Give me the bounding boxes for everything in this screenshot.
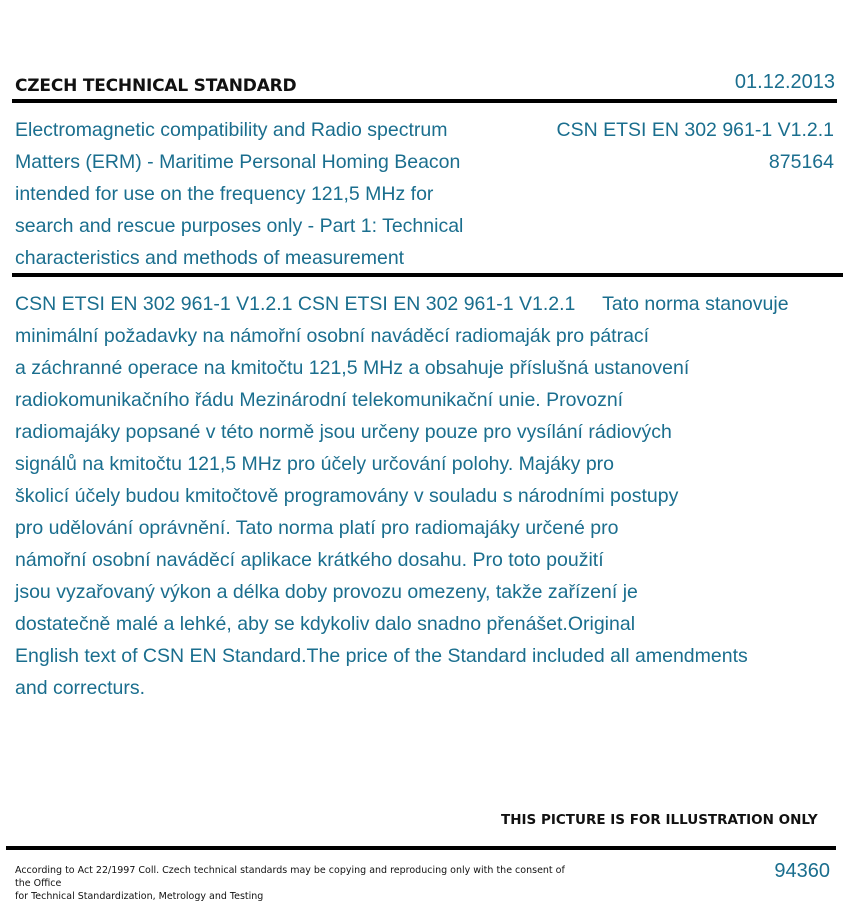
abstract-line: signálů na kmitočtu 121,5 MHz pro účely určování polohy. Majáky pro — [15, 453, 615, 475]
title-line: intended for use on the frequency 121,5 MHz for — [15, 183, 434, 205]
abstract-line: and correcturs. — [15, 677, 146, 699]
title-line: search and rescue purposes only - Part 1: Technical — [15, 215, 464, 237]
abstract-line: pro udělování oprávnění. Tato norma platí pro radiomajáky určené pro — [15, 517, 619, 539]
abstract-line: a záchranné operace na kmitočtu 121,5 MHz a obsahuje příslušná ustanovení — [15, 357, 690, 379]
abstract-line: školicí účely budou kmitočtově programovány v souladu s národními postupy — [15, 485, 679, 507]
legal-notice — [15, 864, 575, 903]
legal-line: for Technical Standardization, Metrology and Testing — [15, 891, 264, 902]
document-type-label: CZECH TECHNICAL STANDARD — [15, 76, 297, 96]
title-line: Matters (ERM) - Maritime Personal Homing Beacon — [15, 151, 461, 173]
standard-number: 875164 — [768, 151, 834, 173]
publication-date: 01.12.2013 — [734, 71, 835, 93]
standard-code: CSN ETSI EN 302 961-1 V1.2.1 — [556, 119, 834, 141]
abstract-line: minimální požadavky na námořní osobní naváděcí radiomaják pro pátrací — [15, 325, 650, 347]
abstract-line: radiomajáky popsané v této normě jsou určeny pouze pro vysílání rádiových — [15, 421, 672, 443]
title-line: Electromagnetic compatibility and Radio spectrum — [15, 119, 448, 141]
abstract-line: námořní osobní naváděcí aplikace krátkého dosahu. Pro toto použití — [15, 549, 604, 571]
catalog-number: 94360 — [774, 860, 830, 882]
standard-title — [15, 114, 520, 274]
standard-identifiers — [557, 114, 834, 178]
header-rule — [12, 99, 837, 103]
abstract-line: dostatečně malé a lehké, aby se kdykoliv dalo snadno přenášet.Original — [15, 613, 636, 635]
illustration-note: THIS PICTURE IS FOR ILLUSTRATION ONLY — [501, 812, 818, 828]
legal-line: According to Act 22/1997 Coll. Czech technical standards may be copying and reproducing only with the consent of the Office — [15, 865, 565, 889]
abstract-line: English text of CSN EN Standard.The price of the Standard included all amendments — [15, 645, 748, 667]
abstract-line: jsou vyzařovaný výkon a délka doby provozu omezeny, takže zařízení je — [15, 581, 638, 603]
footer-rule — [6, 846, 836, 850]
abstract — [15, 288, 865, 704]
abstract-line: radiokomunikačního řádu Mezinárodní telekomunikační unie. Provozní — [15, 389, 624, 411]
title-line: characteristics and methods of measurement — [15, 247, 405, 269]
title-rule — [12, 273, 843, 277]
abstract-line: CSN ETSI EN 302 961-1 V1.2.1 CSN ETSI EN 302 961-1 V1.2.1 Tato norma stanovuje — [15, 293, 789, 315]
